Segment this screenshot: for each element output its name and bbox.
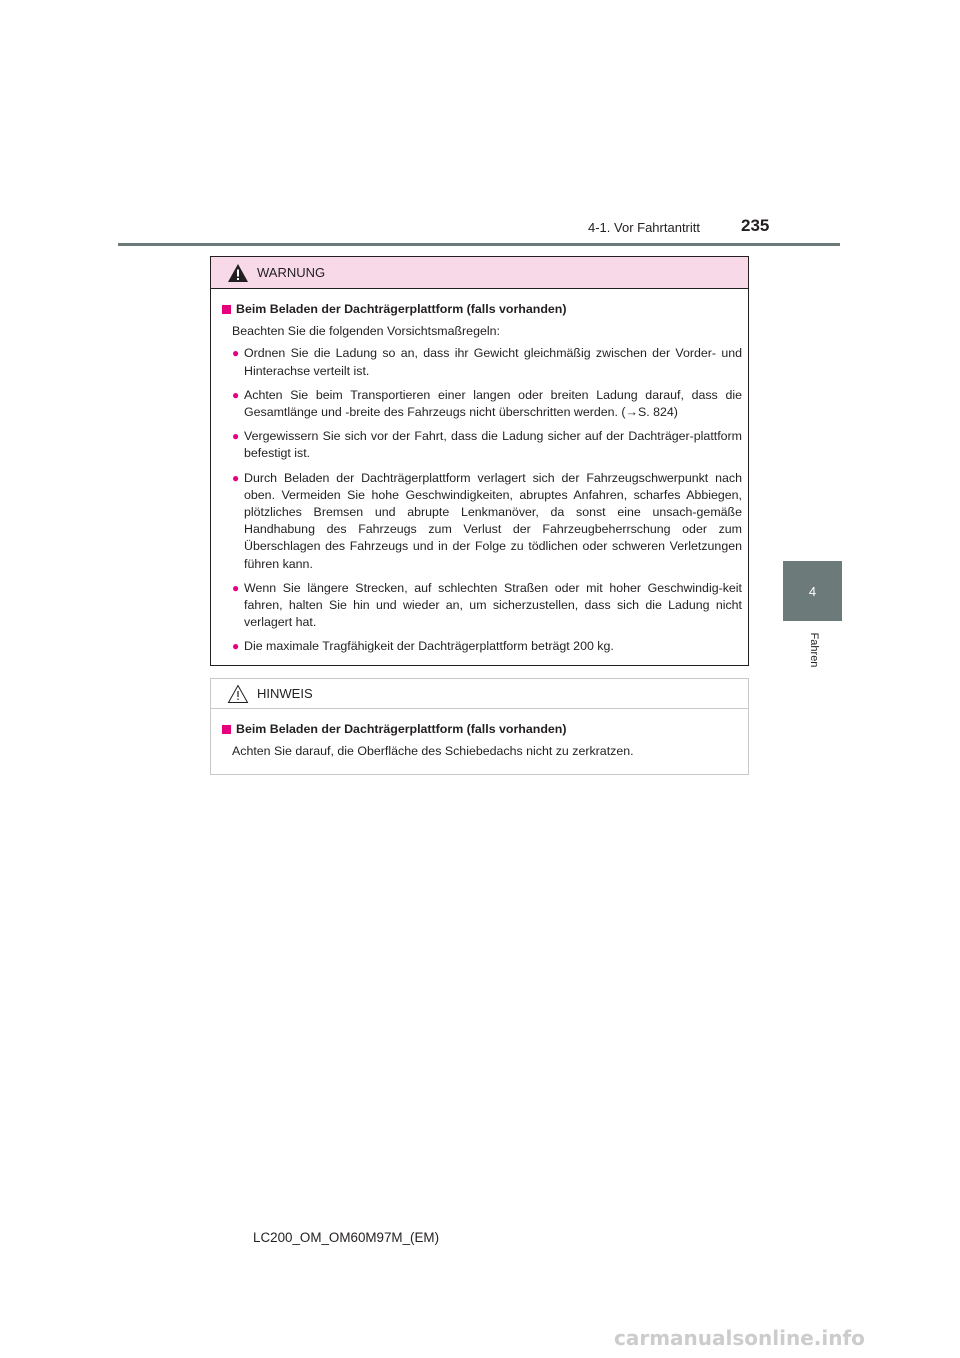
warning-header [211,257,748,289]
notice-box [210,678,749,775]
page-number: 235 [741,216,770,235]
warning-bullet [222,345,742,379]
warning-bullet-text: Die maximale Tragfähigkeit der Dachträgerplattform beträgt 200 kg. [244,639,614,654]
warning-bullet [222,428,742,462]
warning-bullet [222,638,742,655]
warning-bullet [222,470,742,573]
warning-bullet-text: Ordnen Sie die Ladung so an, dass ihr Gewicht gleichmäßig zwischen der Vorder- und Hinterachse verteilt ist. [244,346,742,378]
square-bullet-icon [222,725,231,734]
warning-bullet [222,580,742,632]
round-bullet-icon: ● [232,429,240,444]
notice-header [211,679,748,709]
warning-title: WARNUNG [257,265,326,280]
warning-bullet-text: Wenn Sie längere Strecken, auf schlechten Straßen oder mit hoher Geschwindig-keit fahren, halten Sie hin und wieder an, um sicherzustellen, dass sich die Ladung nicht verlagert hat. [244,580,742,630]
section-title: 4-1. Vor Fahrtantritt [588,220,700,235]
notice-text: Achten Sie darauf, die Oberfläche des Schiebedachs nicht zu zerkratzen. [232,744,634,759]
warning-intro: Beachten Sie die folgenden Vorsichtsmaßregeln: [232,324,500,339]
warning-bullet-text: Durch Beladen der Dachträgerplattform verlagert sich der Fahrzeugschwerpunkt nach oben. Vermeiden Sie hohe Geschwindigkeiten, abruptes Anfahren, scharfes Abbiegen, plötzliches Bremsen und abrupte Lenkmanöver, da sonst eine unsach-gemäße Handhabung des Fahrzeugs zum Verlust der Fahrzeugbeherrschung oder zum Überschlagen des Fahrzeugs und in der Folge zu tödlichen oder schweren Verletzungen führen kann. [244,470,742,571]
round-bullet-icon: ● [232,346,240,361]
chapter-number: 4 [808,583,817,599]
warning-topic-text: Beim Beladen der Dachträgerplattform (falls vorhanden) [236,302,567,316]
round-bullet-icon: ● [232,580,240,595]
round-bullet-icon: ● [232,387,240,402]
warning-topic [222,301,742,318]
warning-body [211,289,748,656]
round-bullet-icon: ● [232,639,240,654]
watermark-text: carmanualsonline.info [614,1328,865,1350]
notice-topic-text: Beim Beladen der Dachträgerplattform (falls vorhanden) [236,722,567,736]
square-bullet-icon [222,305,231,314]
chapter-tab [783,561,842,621]
notice-topic [222,721,742,738]
document-code: LC200_OM_OM60M97M_(EM) [253,1230,440,1245]
chapter-label [799,626,829,674]
warning-triangle-icon [227,263,249,283]
header-rule [118,243,840,246]
caution-triangle-outline-icon [227,684,249,704]
warning-bullet-text: Vergewissern Sie sich vor der Fahrt, dass die Ladung sicher auf der Dachträger-plattform befestigt ist. [244,429,742,461]
warning-bullet [222,387,742,421]
chapter-label-text: Fahren [808,632,820,668]
notice-body [211,709,748,760]
round-bullet-icon: ● [232,470,240,485]
notice-title: HINWEIS [257,686,313,701]
warning-bullet-text: Achten Sie beim Transportieren einer langen oder breiten Ladung darauf, dass die Gesamtlänge und -breite des Fahrzeugs nicht überschritten werden. (→S. 824) [244,387,742,420]
warning-box [210,256,749,666]
watermark-logo [614,1328,944,1350]
